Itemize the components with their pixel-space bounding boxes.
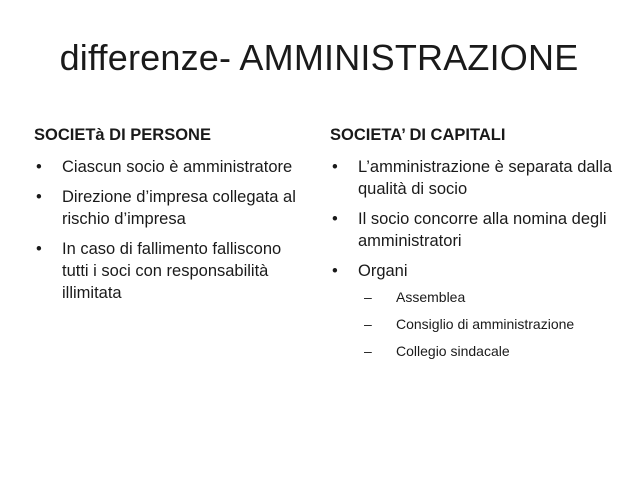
sub-item-text: Assemblea bbox=[396, 289, 466, 305]
left-heading: SOCIETà DI PERSONE bbox=[34, 126, 211, 144]
bullet-text: L’amministrazione è separata dalla qualità di socio bbox=[358, 158, 613, 198]
list-item bbox=[330, 208, 620, 252]
list-item bbox=[34, 186, 304, 230]
right-heading: SOCIETA’ DI CAPITALI bbox=[330, 126, 506, 144]
list-item bbox=[330, 260, 620, 361]
bullet-text: Il socio concorre alla nomina degli amministratori bbox=[358, 210, 607, 250]
list-item bbox=[34, 238, 304, 304]
bullet-marker: • bbox=[36, 240, 42, 258]
dash-marker: – bbox=[364, 289, 372, 305]
right-bullet-list bbox=[330, 156, 620, 361]
bullet-text: Organi bbox=[358, 262, 408, 280]
bullet-marker: • bbox=[332, 210, 338, 228]
list-item bbox=[34, 156, 304, 178]
bullet-text: In caso di fallimento falliscono tutti i soci con responsabilità illimitata bbox=[62, 240, 282, 302]
left-bullet-list bbox=[34, 156, 304, 304]
bullet-text: Direzione d’impresa collegata al rischio d’impresa bbox=[62, 188, 296, 228]
sub-list-item bbox=[358, 315, 620, 334]
bullet-marker: • bbox=[332, 158, 338, 176]
sub-item-text: Collegio sindacale bbox=[396, 343, 510, 359]
sub-item-text: Consiglio di amministrazione bbox=[396, 316, 575, 332]
dash-marker: – bbox=[364, 343, 372, 359]
left-column bbox=[34, 124, 304, 312]
bullet-marker: • bbox=[332, 262, 338, 280]
bullet-marker: • bbox=[36, 188, 42, 206]
bullet-marker: • bbox=[36, 158, 42, 176]
list-item bbox=[330, 156, 620, 200]
right-column bbox=[330, 124, 620, 369]
organi-sublist bbox=[358, 288, 620, 361]
sub-list-item bbox=[358, 288, 620, 307]
bullet-text: Ciascun socio è amministratore bbox=[62, 158, 293, 176]
dash-marker: – bbox=[364, 316, 372, 332]
sub-list-item bbox=[358, 342, 620, 361]
slide-title: differenze- AMMINISTRAZIONE bbox=[59, 37, 579, 78]
